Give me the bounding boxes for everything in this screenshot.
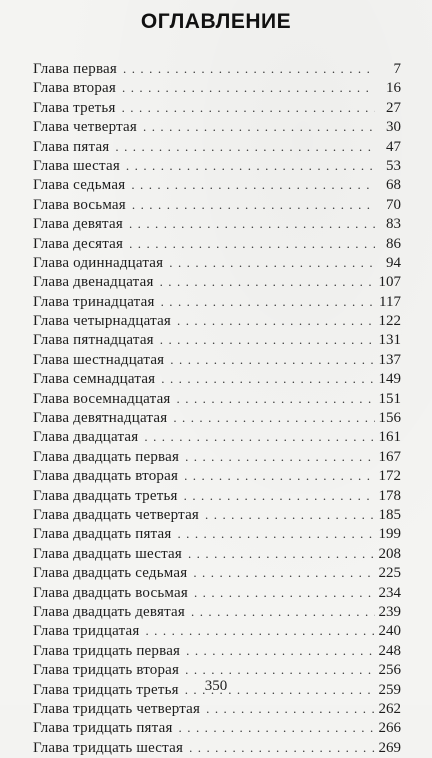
- toc-entry-label: Глава восемнадцатая: [33, 390, 171, 407]
- toc-entry: [33, 641, 401, 660]
- table-of-contents: [33, 59, 401, 757]
- toc-entry: [33, 621, 401, 640]
- toc-entry: [33, 350, 401, 369]
- toc-entry-label: Глава двадцать восьмая: [33, 584, 188, 601]
- toc-entry-label: Глава одиннадцатая: [33, 254, 164, 271]
- dot-leader: [185, 447, 374, 466]
- dot-leader: [185, 660, 374, 679]
- dot-leader: [161, 369, 374, 388]
- toc-entry: [33, 505, 401, 524]
- toc-entry-label: Глава двенадцатая: [33, 274, 154, 291]
- toc-entry-page: 199: [378, 526, 401, 543]
- toc-entry-label: Глава третья: [33, 99, 116, 116]
- dot-leader: [184, 466, 374, 485]
- dot-leader: [186, 641, 374, 660]
- toc-entry-label: Глава четвертая: [33, 119, 137, 136]
- toc-entry-page: 262: [378, 700, 401, 717]
- toc-entry: [33, 117, 401, 136]
- dot-leader: [122, 78, 375, 97]
- toc-entry: [33, 369, 401, 388]
- toc-entry-page: 131: [378, 332, 401, 349]
- toc-entry-label: Глава тринадцатая: [33, 293, 155, 310]
- toc-entry-label: Глава тридцатая: [33, 623, 140, 640]
- dot-leader: [126, 156, 375, 175]
- toc-entry-page: 16: [386, 80, 401, 97]
- toc-entry: [33, 408, 401, 427]
- dot-leader: [191, 602, 375, 621]
- dot-leader: [177, 389, 375, 408]
- toc-entry-page: 94: [386, 254, 401, 271]
- toc-entry: [33, 738, 401, 757]
- toc-entry: [33, 292, 401, 311]
- toc-entry: [33, 583, 401, 602]
- toc-entry-page: 256: [378, 662, 401, 679]
- toc-entry: [33, 718, 401, 737]
- toc-entry-label: Глава двадцать вторая: [33, 468, 179, 485]
- toc-entry-label: Глава четырнадцатая: [33, 313, 172, 330]
- dot-leader: [173, 408, 374, 427]
- dot-leader: [145, 621, 374, 640]
- dot-leader: [170, 350, 374, 369]
- toc-entry-label: Глава тридцать первая: [33, 642, 181, 659]
- page-title: ОГЛАВЛЕНИЕ: [140, 10, 292, 33]
- dot-leader: [129, 234, 375, 253]
- toc-entry-label: Глава двадцать четвертая: [33, 506, 200, 523]
- toc-entry: [33, 234, 401, 253]
- dot-leader: [131, 175, 375, 194]
- dot-leader: [193, 563, 374, 582]
- toc-entry: [33, 389, 401, 408]
- toc-entry-page: 149: [378, 371, 401, 388]
- toc-entry: [33, 214, 401, 233]
- toc-entry-label: Глава девятая: [33, 216, 123, 233]
- toc-entry-page: 7: [393, 61, 401, 77]
- toc-entry-label: Глава девятнадцатая: [33, 410, 168, 427]
- dot-leader: [169, 253, 375, 272]
- toc-entry-label: Глава двадцать первая: [33, 448, 180, 465]
- dot-leader: [177, 524, 374, 543]
- toc-entry: [33, 330, 401, 349]
- dot-leader: [160, 330, 375, 349]
- toc-entry-label: Глава шестнадцатая: [33, 351, 165, 368]
- toc-entry: [33, 660, 401, 679]
- toc-entry-label: Глава тридцать третья: [33, 681, 179, 698]
- toc-entry-page: 266: [378, 720, 401, 737]
- toc-entry: [33, 466, 401, 485]
- toc-entry-page: 259: [378, 681, 401, 698]
- dot-leader: [143, 117, 375, 136]
- toc-entry-label: Глава седьмая: [33, 177, 126, 194]
- dot-leader: [129, 214, 375, 233]
- toc-entry-page: 240: [378, 623, 401, 640]
- dot-leader: [206, 699, 374, 718]
- dot-leader: [160, 272, 375, 291]
- toc-entry-label: Глава пятнадцатая: [33, 332, 154, 349]
- toc-entry-label: Глава двадцать девятая: [33, 603, 185, 620]
- toc-entry: [33, 98, 401, 117]
- toc-entry: [33, 524, 401, 543]
- toc-entry-page: 161: [378, 429, 401, 446]
- toc-entry-label: Глава десятая: [33, 235, 124, 252]
- toc-entry-label: Глава шестая: [33, 157, 120, 174]
- toc-entry: [33, 156, 401, 175]
- toc-entry-page: 68: [386, 177, 401, 194]
- dot-leader: [179, 718, 375, 737]
- toc-entry-label: Глава пятая: [33, 138, 110, 155]
- toc-entry-label: Глава тридцать вторая: [33, 662, 180, 679]
- toc-entry: [33, 311, 401, 330]
- toc-entry-page: 137: [378, 351, 401, 368]
- toc-entry-label: Глава вторая: [33, 80, 117, 97]
- toc-entry-page: 156: [378, 410, 401, 427]
- toc-entry-page: 185: [378, 506, 401, 523]
- toc-entry: [33, 59, 401, 78]
- dot-leader: [188, 544, 375, 563]
- toc-entry-page: 122: [378, 313, 401, 330]
- toc-entry: [33, 427, 401, 446]
- toc-entry-page: 83: [386, 216, 401, 233]
- toc-entry-page: 47: [386, 138, 401, 155]
- page-number: 350: [204, 678, 228, 694]
- toc-entry-page: 107: [378, 274, 401, 291]
- toc-entry: [33, 486, 401, 505]
- toc-entry-label: Глава восьмая: [33, 196, 126, 213]
- dot-leader: [122, 98, 375, 117]
- dot-leader: [123, 59, 375, 78]
- toc-entry: [33, 699, 401, 718]
- toc-entry: [33, 195, 401, 214]
- toc-entry-page: 248: [378, 642, 401, 659]
- toc-entry-page: 208: [378, 545, 401, 562]
- toc-entry-label: Глава двадцатая: [33, 429, 139, 446]
- toc-entry-page: 225: [378, 565, 401, 582]
- toc-entry-label: Глава двадцать третья: [33, 487, 178, 504]
- toc-entry-label: Глава первая: [33, 61, 118, 77]
- toc-entry-page: 27: [386, 99, 401, 116]
- dot-leader: [132, 195, 375, 214]
- toc-entry-page: 239: [378, 603, 401, 620]
- toc-entry-page: 30: [386, 119, 401, 136]
- toc-entry-page: 86: [386, 235, 401, 252]
- toc-entry-page: 167: [378, 448, 401, 465]
- toc-entry-label: Глава тридцать пятая: [33, 720, 173, 737]
- toc-entry: [33, 602, 401, 621]
- dot-leader: [115, 137, 375, 156]
- toc-entry-label: Глава тридцать четвертая: [33, 700, 201, 717]
- toc-entry-page: 234: [378, 584, 401, 601]
- toc-entry-page: 269: [378, 739, 401, 756]
- dot-leader: [205, 505, 374, 524]
- toc-entry: [33, 544, 401, 563]
- toc-entry: [33, 137, 401, 156]
- toc-entry-page: 117: [379, 293, 401, 310]
- toc-entry: [33, 253, 401, 272]
- toc-entry-label: Глава двадцать пятая: [33, 526, 172, 543]
- toc-entry-page: 70: [386, 196, 401, 213]
- toc-entry-label: Глава семнадцатая: [33, 371, 156, 388]
- toc-entry-page: 151: [378, 390, 401, 407]
- dot-leader: [184, 486, 375, 505]
- toc-entry-label: Глава тридцать шестая: [33, 739, 184, 756]
- toc-entry: [33, 447, 401, 466]
- dot-leader: [144, 427, 374, 446]
- dot-leader: [189, 738, 374, 757]
- toc-entry-page: 53: [386, 157, 401, 174]
- toc-entry: [33, 272, 401, 291]
- toc-entry-page: 178: [378, 487, 401, 504]
- toc-entry-label: Глава двадцать шестая: [33, 545, 182, 562]
- dot-leader: [161, 292, 375, 311]
- toc-entry: [33, 563, 401, 582]
- toc-entry: [33, 175, 401, 194]
- toc-entry-page: 172: [378, 468, 401, 485]
- dot-leader: [194, 583, 375, 602]
- dot-leader: [177, 311, 374, 330]
- toc-entry-label: Глава двадцать седьмая: [33, 565, 188, 582]
- toc-entry: [33, 78, 401, 97]
